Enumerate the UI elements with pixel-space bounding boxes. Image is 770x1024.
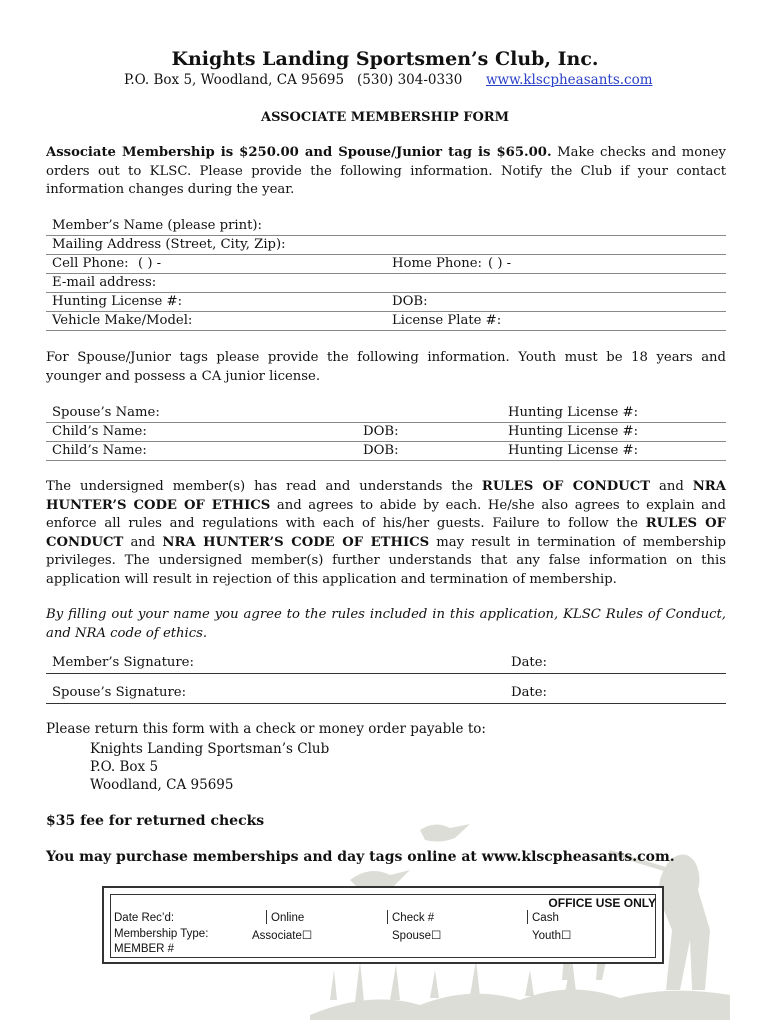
club-address: P.O. Box 5, Woodland, CA 95695 — [124, 72, 345, 88]
office-youth-checkbox[interactable]: Youth☐ — [532, 930, 572, 942]
office-divider-2 — [387, 910, 388, 924]
spouse-signature-label: Spouse’s Signature: — [52, 685, 187, 700]
child-name-field-1[interactable] — [46, 423, 726, 442]
license-dob-row[interactable] — [46, 293, 726, 312]
club-name: Knights Landing Sportsmen’s Club, Inc. — [171, 48, 599, 70]
member-name-label: Member’s Name (please print): — [52, 218, 262, 233]
rules-text-3: and agrees to abide by each. He/she also agrees to explain and enforce all rules and regulations with each of his/her guests. Failure to follow the — [46, 497, 726, 531]
email-field[interactable] — [46, 274, 726, 293]
phone-row — [46, 255, 726, 274]
returned-check-fee: $35 fee for returned checks — [46, 813, 265, 829]
spouse-signature-field[interactable] — [46, 683, 726, 704]
child-hunting-license-label-1: Hunting License #: — [508, 424, 639, 439]
office-divider-3 — [527, 910, 528, 924]
agreement-text: By filling out your name you agree to the rules included in this application, KLSC Rules of Conduct, and NRA code of ethics. — [46, 607, 726, 641]
member-name-field[interactable] — [46, 217, 726, 236]
nra-code-bold-1: NRA HUNTER’S CODE OF ETHICS — [46, 479, 726, 513]
email-label: E-mail address: — [52, 275, 157, 290]
member-signature-field[interactable] — [46, 653, 726, 674]
vehicle-plate-row[interactable] — [46, 312, 726, 331]
return-address-line-1: Knights Landing Sportsman’s Club — [90, 741, 330, 757]
member-date-label: Date: — [511, 655, 547, 670]
mailing-address-field[interactable] — [46, 236, 726, 255]
vehicle-label: Vehicle Make/Model: — [52, 313, 193, 328]
return-instructions: Please return this form with a check or money order payable to: — [46, 721, 486, 737]
cell-phone-label: Cell Phone: — [52, 256, 129, 271]
spouse-name-field[interactable] — [46, 404, 726, 423]
intro-price-text: Associate Membership is $250.00 and Spouse/Junior tag is $65.00. — [46, 145, 552, 160]
club-phone: (530) 304-0330 — [357, 72, 463, 88]
office-check-label: Check # — [392, 912, 435, 924]
child-name-field-2[interactable] — [46, 442, 726, 461]
rules-of-conduct-bold-1: RULES OF CONDUCT — [481, 479, 651, 494]
rules-text-4: and — [123, 534, 163, 550]
rules-text-2: and — [650, 479, 693, 494]
license-plate-label: License Plate #: — [392, 313, 502, 328]
spouse-name-label: Spouse’s Name: — [52, 405, 160, 420]
form-title: ASSOCIATE MEMBERSHIP FORM — [260, 110, 509, 125]
spouse-intro-paragraph: For Spouse/Junior tags please provide the following information. Youth must be 18 years and younger and possess a CA junior license. — [46, 350, 726, 384]
rules-paragraph — [46, 478, 726, 589]
nra-code-bold-2: NRA HUNTER’S CODE OF ETHICS — [162, 534, 430, 550]
office-use-title: OFFICE USE ONLY — [548, 896, 656, 910]
child-name-label-2: Child’s Name: — [52, 443, 147, 458]
return-address-line-3: Woodland, CA 95695 — [90, 777, 234, 793]
child-dob-label-2: DOB: — [363, 443, 399, 458]
dob-label: DOB: — [392, 294, 428, 309]
spouse-date-label: Date: — [511, 685, 547, 700]
rules-of-conduct-bold-2: RULES OF CONDUCT — [46, 516, 727, 550]
spouse-hunting-license-label: Hunting License #: — [508, 405, 639, 420]
online-purchase-text: You may purchase memberships and day tags online at www.klscpheasants.com. — [46, 849, 675, 865]
rules-text-1: The undersigned member(s) has read and understands the — [46, 479, 482, 494]
cell-phone-field[interactable]: ( ) - — [138, 256, 162, 271]
home-phone-label: Home Phone: — [392, 256, 482, 271]
child-dob-label-1: DOB: — [363, 424, 399, 439]
club-website-link[interactable]: www.klscpheasants.com — [486, 72, 653, 88]
office-use-box — [102, 886, 664, 964]
office-member-number-label: MEMBER # — [114, 943, 175, 955]
return-address-line-2: P.O. Box 5 — [90, 759, 159, 775]
rules-text-5: may result in termination of membership privileges. The undersigned member(s) further understands that any false information on this application will result in rejection of this application and termination of membership. — [46, 534, 726, 587]
mailing-address-label: Mailing Address (Street, City, Zip): — [52, 237, 286, 252]
office-online-label: Online — [271, 912, 305, 924]
intro-instructions-text: Make checks and money orders out to KLSC. Please provide the following information. Notify the Club if your contact information changes during the year. — [46, 145, 726, 197]
hunting-license-label: Hunting License #: — [52, 294, 183, 309]
office-cash-label: Cash — [532, 912, 559, 924]
office-spouse-checkbox[interactable]: Spouse☐ — [392, 930, 442, 942]
office-membership-type-label: Membership Type: — [114, 928, 209, 940]
office-divider-1 — [266, 910, 267, 924]
member-signature-label: Member’s Signature: — [52, 655, 194, 670]
child-name-label-1: Child’s Name: — [52, 424, 147, 439]
office-date-received-label: Date Rec’d: — [114, 912, 175, 924]
office-associate-checkbox[interactable]: Associate☐ — [252, 930, 313, 942]
intro-paragraph — [46, 144, 726, 200]
home-phone-field[interactable]: ( ) - — [488, 256, 512, 271]
child-hunting-license-label-2: Hunting License #: — [508, 443, 639, 458]
